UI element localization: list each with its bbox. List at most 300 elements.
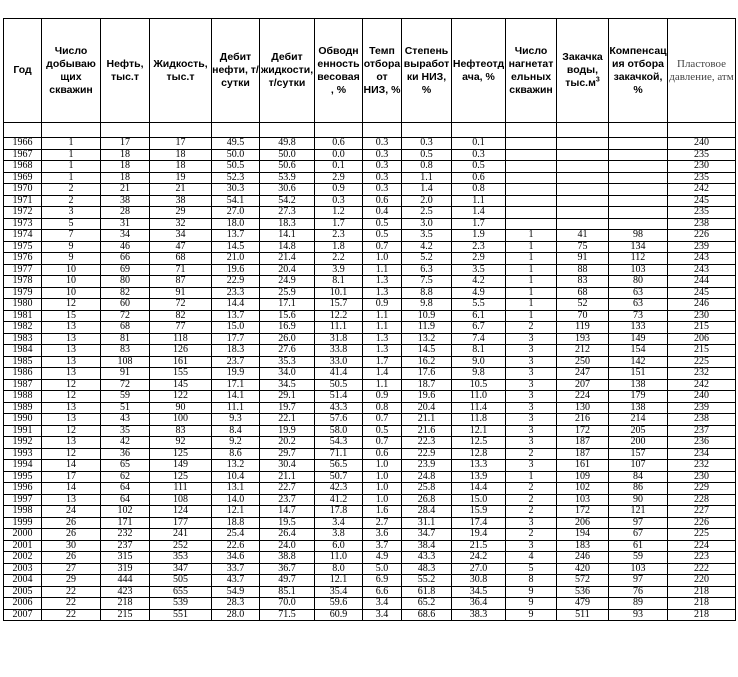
table-cell: 3 xyxy=(506,356,557,368)
table-cell: 4 xyxy=(506,552,557,564)
table-cell xyxy=(557,184,609,196)
table-cell: 177 xyxy=(150,517,212,529)
table-cell: 21 xyxy=(101,184,150,196)
table-cell: 21.6 xyxy=(402,425,452,437)
table-cell: 244 xyxy=(668,276,736,288)
table-cell: 138 xyxy=(609,379,668,391)
table-cell: 18.0 xyxy=(212,218,260,230)
table-cell: 103 xyxy=(609,563,668,575)
table-cell: 16.9 xyxy=(260,322,315,334)
table-cell: 1.3 xyxy=(363,276,402,288)
table-cell: 2 xyxy=(42,184,101,196)
table-cell: 21.5 xyxy=(452,540,506,552)
table-cell xyxy=(609,138,668,150)
table-cell: 33.8 xyxy=(315,345,363,357)
table-row xyxy=(4,184,736,196)
table-cell: 23.7 xyxy=(212,356,260,368)
table-cell: 187 xyxy=(557,437,609,449)
table-cell: 1968 xyxy=(4,161,42,173)
table-cell: 31 xyxy=(101,218,150,230)
table-cell: 102 xyxy=(557,483,609,495)
table-cell xyxy=(506,138,557,150)
table-cell: 82 xyxy=(150,310,212,322)
table-cell: 11.0 xyxy=(315,552,363,564)
table-cell: 11.8 xyxy=(452,414,506,426)
table-cell: 13 xyxy=(42,356,101,368)
table-cell: 34.6 xyxy=(212,552,260,564)
table-cell: 2 xyxy=(42,195,101,207)
table-cell: 444 xyxy=(101,575,150,587)
table-cell: 0.5 xyxy=(402,149,452,161)
table-cell: 83 xyxy=(101,345,150,357)
table-cell: 1.9 xyxy=(452,230,506,242)
table-cell: 1.3 xyxy=(363,345,402,357)
table-cell: 138 xyxy=(609,402,668,414)
table-cell: 171 xyxy=(101,517,150,529)
table-cell: 34.7 xyxy=(402,529,452,541)
table-cell: 17 xyxy=(150,138,212,150)
table-cell: 47 xyxy=(150,241,212,253)
table-cell: 9 xyxy=(506,586,557,598)
table-cell: 60 xyxy=(101,299,150,311)
table-cell: 1.3 xyxy=(363,287,402,299)
table-cell: 1969 xyxy=(4,172,42,184)
table-cell: 5 xyxy=(42,218,101,230)
table-row xyxy=(4,195,736,207)
table-cell: 15 xyxy=(42,310,101,322)
table-cell: 18 xyxy=(101,172,150,184)
table-cell xyxy=(609,149,668,161)
table-cell: 14.4 xyxy=(452,483,506,495)
header-water-cut: Обводн енность весовая , % xyxy=(315,19,363,123)
table-cell: 0.8 xyxy=(452,184,506,196)
table-cell: 1993 xyxy=(4,448,42,460)
table-cell: 9.8 xyxy=(402,299,452,311)
table-cell: 64 xyxy=(101,494,150,506)
table-cell: 22.9 xyxy=(212,276,260,288)
table-cell: 241 xyxy=(150,529,212,541)
table-cell: 246 xyxy=(557,552,609,564)
table-cell: 75 xyxy=(557,241,609,253)
table-cell: 235 xyxy=(668,172,736,184)
table-cell: 14.1 xyxy=(212,391,260,403)
table-cell: 572 xyxy=(557,575,609,587)
table-cell: 218 xyxy=(668,598,736,610)
table-cell: 1995 xyxy=(4,471,42,483)
table-cell: 54.2 xyxy=(260,195,315,207)
table-cell: 19.4 xyxy=(452,529,506,541)
table-cell xyxy=(557,172,609,184)
table-cell: 33.7 xyxy=(212,563,260,575)
table-cell: 2002 xyxy=(4,552,42,564)
table-cell: 3.5 xyxy=(402,230,452,242)
table-cell: 54.1 xyxy=(212,195,260,207)
table-cell: 121 xyxy=(609,506,668,518)
table-cell: 1981 xyxy=(4,310,42,322)
table-cell: 28 xyxy=(101,207,150,219)
table-cell: 1998 xyxy=(4,506,42,518)
table-cell: 2.5 xyxy=(402,207,452,219)
table-cell: 237 xyxy=(668,425,736,437)
table-cell: 1985 xyxy=(4,356,42,368)
table-row xyxy=(4,586,736,598)
table-cell: 22 xyxy=(42,586,101,598)
table-cell: 3.5 xyxy=(452,264,506,276)
table-cell: 3 xyxy=(506,379,557,391)
table-cell xyxy=(557,138,609,150)
table-cell: 93 xyxy=(609,609,668,621)
table-cell: 1.4 xyxy=(402,184,452,196)
table-cell: 3.4 xyxy=(315,517,363,529)
table-cell: 238 xyxy=(668,414,736,426)
table-cell: 18 xyxy=(101,161,150,173)
table-cell: 11.1 xyxy=(315,322,363,334)
table-cell: 13.2 xyxy=(402,333,452,345)
table-cell: 423 xyxy=(101,586,150,598)
table-cell: 11.1 xyxy=(212,402,260,414)
table-cell: 91 xyxy=(557,253,609,265)
table-cell xyxy=(609,195,668,207)
table-cell: 9.8 xyxy=(452,368,506,380)
spacer-row xyxy=(4,123,736,138)
table-cell: 0.6 xyxy=(363,448,402,460)
table-cell: 224 xyxy=(668,540,736,552)
table-cell: 18 xyxy=(101,149,150,161)
table-cell: 1982 xyxy=(4,322,42,334)
table-cell: 1 xyxy=(506,230,557,242)
table-cell: 315 xyxy=(101,552,150,564)
table-cell: 1989 xyxy=(4,402,42,414)
table-cell xyxy=(609,184,668,196)
table-cell: 98 xyxy=(609,230,668,242)
table-cell: 38 xyxy=(101,195,150,207)
table-cell: 1.0 xyxy=(363,494,402,506)
table-cell: 26.8 xyxy=(402,494,452,506)
table-cell: 0.5 xyxy=(363,230,402,242)
table-cell: 91 xyxy=(101,368,150,380)
table-cell: 206 xyxy=(668,333,736,345)
table-cell: 28.4 xyxy=(402,506,452,518)
table-cell: 103 xyxy=(609,264,668,276)
table-cell: 2006 xyxy=(4,598,42,610)
table-cell: 38.3 xyxy=(452,609,506,621)
table-cell: 1967 xyxy=(4,149,42,161)
table-row xyxy=(4,333,736,345)
table-cell: 22.6 xyxy=(212,540,260,552)
table-cell: 48.3 xyxy=(402,563,452,575)
table-cell: 551 xyxy=(150,609,212,621)
table-cell: 51.4 xyxy=(315,391,363,403)
table-cell: 42 xyxy=(101,437,150,449)
table-cell: 14.7 xyxy=(260,506,315,518)
table-cell: 1 xyxy=(506,241,557,253)
table-row xyxy=(4,287,736,299)
table-cell: 3.4 xyxy=(363,598,402,610)
table-cell: 43.3 xyxy=(315,402,363,414)
table-cell: 187 xyxy=(557,448,609,460)
table-cell: 6.9 xyxy=(363,575,402,587)
table-cell: 111 xyxy=(150,483,212,495)
table-cell: 505 xyxy=(150,575,212,587)
table-cell: 539 xyxy=(150,598,212,610)
table-cell: 0.6 xyxy=(452,172,506,184)
table-cell: 206 xyxy=(557,517,609,529)
table-row xyxy=(4,494,736,506)
table-cell: 212 xyxy=(557,345,609,357)
table-cell: 2.3 xyxy=(315,230,363,242)
table-cell: 142 xyxy=(609,356,668,368)
table-cell: 71.5 xyxy=(260,609,315,621)
table-cell: 1.6 xyxy=(363,506,402,518)
table-cell: 183 xyxy=(557,540,609,552)
table-cell: 12.1 xyxy=(212,506,260,518)
table-cell: 1.1 xyxy=(363,264,402,276)
table-cell: 1992 xyxy=(4,437,42,449)
table-cell: 68 xyxy=(557,287,609,299)
table-row xyxy=(4,540,736,552)
table-cell: 242 xyxy=(668,379,736,391)
table-cell: 5 xyxy=(506,563,557,575)
table-cell: 250 xyxy=(557,356,609,368)
table-row xyxy=(4,552,736,564)
table-cell: 17 xyxy=(101,138,150,150)
table-cell: 21.1 xyxy=(260,471,315,483)
table-cell: 1975 xyxy=(4,241,42,253)
table-cell: 20.2 xyxy=(260,437,315,449)
table-cell: 19.5 xyxy=(260,517,315,529)
table-cell: 50.5 xyxy=(212,161,260,173)
table-cell: 13.7 xyxy=(212,310,260,322)
table-cell: 6.0 xyxy=(315,540,363,552)
table-cell: 3 xyxy=(42,207,101,219)
table-cell: 43.7 xyxy=(212,575,260,587)
table-cell: 30.4 xyxy=(260,460,315,472)
table-cell: 3 xyxy=(506,540,557,552)
table-cell: 41.4 xyxy=(315,368,363,380)
table-cell: 17.1 xyxy=(212,379,260,391)
table-cell: 9 xyxy=(42,253,101,265)
table-cell: 62 xyxy=(101,471,150,483)
table-cell: 1 xyxy=(506,310,557,322)
table-row xyxy=(4,529,736,541)
table-cell: 236 xyxy=(668,437,736,449)
table-cell: 19 xyxy=(150,172,212,184)
table-cell: 1.0 xyxy=(363,460,402,472)
table-cell: 243 xyxy=(668,264,736,276)
table-cell: 0.3 xyxy=(363,149,402,161)
table-cell: 20.4 xyxy=(402,402,452,414)
table-cell: 28.0 xyxy=(212,609,260,621)
table-cell: 12.2 xyxy=(315,310,363,322)
table-cell: 2.0 xyxy=(402,195,452,207)
header-water-injection xyxy=(557,19,609,123)
table-cell: 12 xyxy=(42,448,101,460)
table-cell: 35.4 xyxy=(315,586,363,598)
table-cell: 1996 xyxy=(4,483,42,495)
table-cell: 30.6 xyxy=(260,184,315,196)
table-cell: 420 xyxy=(557,563,609,575)
table-cell: 3 xyxy=(506,345,557,357)
table-cell: 161 xyxy=(557,460,609,472)
table-cell: 0.8 xyxy=(402,161,452,173)
table-cell: 90 xyxy=(150,402,212,414)
table-cell: 28.3 xyxy=(212,598,260,610)
table-cell: 52.3 xyxy=(212,172,260,184)
table-cell: 22.3 xyxy=(402,437,452,449)
header-year: Год xyxy=(4,19,42,123)
table-cell: 319 xyxy=(101,563,150,575)
table-cell: 0.9 xyxy=(363,391,402,403)
table-cell: 66 xyxy=(101,253,150,265)
table-cell: 7.4 xyxy=(452,333,506,345)
table-cell: 151 xyxy=(609,368,668,380)
table-cell: 86 xyxy=(609,483,668,495)
table-cell: 23.9 xyxy=(402,460,452,472)
table-cell: 239 xyxy=(668,241,736,253)
table-cell: 240 xyxy=(668,138,736,150)
table-cell: 108 xyxy=(101,356,150,368)
table-cell: 14.8 xyxy=(260,241,315,253)
table-cell: 76 xyxy=(609,586,668,598)
table-cell: 3 xyxy=(506,517,557,529)
table-row xyxy=(4,506,736,518)
table-cell: 87 xyxy=(150,276,212,288)
table-cell: 224 xyxy=(557,391,609,403)
table-cell: 511 xyxy=(557,609,609,621)
table-cell: 179 xyxy=(609,391,668,403)
table-cell: 226 xyxy=(668,517,736,529)
table-cell: 1980 xyxy=(4,299,42,311)
table-cell: 38.4 xyxy=(402,540,452,552)
table-cell: 0.9 xyxy=(363,299,402,311)
table-cell: 10.4 xyxy=(212,471,260,483)
table-cell: 83 xyxy=(150,425,212,437)
table-cell: 0.3 xyxy=(363,172,402,184)
table-cell: 536 xyxy=(557,586,609,598)
table-cell: 0.0 xyxy=(315,149,363,161)
table-cell: 23.3 xyxy=(212,287,260,299)
table-cell: 19.9 xyxy=(260,425,315,437)
table-cell: 1966 xyxy=(4,138,42,150)
table-cell: 17.8 xyxy=(315,506,363,518)
table-cell xyxy=(609,218,668,230)
table-cell: 53.9 xyxy=(260,172,315,184)
table-cell: 52 xyxy=(557,299,609,311)
table-cell: 3 xyxy=(506,437,557,449)
table-cell: 3.7 xyxy=(363,540,402,552)
table-cell xyxy=(506,161,557,173)
table-cell: 205 xyxy=(609,425,668,437)
table-cell: 235 xyxy=(668,149,736,161)
table-cell: 2 xyxy=(506,506,557,518)
table-cell: 34.0 xyxy=(260,368,315,380)
table-cell: 12 xyxy=(42,391,101,403)
table-cell: 0.7 xyxy=(363,437,402,449)
header-oil-recovery: Нефтеотд ача, % xyxy=(452,19,506,123)
table-cell: 3.6 xyxy=(363,529,402,541)
table-cell: 1.3 xyxy=(363,333,402,345)
table-cell: 1978 xyxy=(4,276,42,288)
table-cell: 59 xyxy=(609,552,668,564)
table-cell: 225 xyxy=(668,356,736,368)
table-cell: 58.0 xyxy=(315,425,363,437)
table-cell: 133 xyxy=(609,322,668,334)
table-cell: 353 xyxy=(150,552,212,564)
table-cell: 225 xyxy=(668,529,736,541)
table-cell: 1.1 xyxy=(363,322,402,334)
table-cell: 2 xyxy=(506,483,557,495)
table-cell: 4.2 xyxy=(452,276,506,288)
table-cell: 82 xyxy=(101,287,150,299)
table-cell: 112 xyxy=(609,253,668,265)
table-cell: 215 xyxy=(101,609,150,621)
table-cell: 14 xyxy=(42,460,101,472)
table-cell: 19.9 xyxy=(212,368,260,380)
header-row xyxy=(4,19,736,123)
table-row xyxy=(4,460,736,472)
table-cell: 0.9 xyxy=(315,184,363,196)
table-cell: 1.4 xyxy=(363,368,402,380)
table-cell: 22.7 xyxy=(260,483,315,495)
table-cell: 41.2 xyxy=(315,494,363,506)
table-cell: 218 xyxy=(668,586,736,598)
table-cell: 59.6 xyxy=(315,598,363,610)
table-cell: 8 xyxy=(506,575,557,587)
table-cell: 27 xyxy=(42,563,101,575)
table-row xyxy=(4,356,736,368)
table-cell: 2.3 xyxy=(452,241,506,253)
table-cell: 13.2 xyxy=(212,460,260,472)
table-cell: 11.0 xyxy=(452,391,506,403)
table-cell: 49.5 xyxy=(212,138,260,150)
header-liquid: Жидкость, тыс.т xyxy=(150,19,212,123)
table-row xyxy=(4,276,736,288)
header-oil-rate: Дебит нефти, т/сутки xyxy=(212,19,260,123)
table-cell: 29 xyxy=(42,575,101,587)
table-row xyxy=(4,138,736,150)
table-cell: 2001 xyxy=(4,540,42,552)
table-cell: 33.0 xyxy=(315,356,363,368)
table-cell: 42.3 xyxy=(315,483,363,495)
table-cell: 1994 xyxy=(4,460,42,472)
table-cell: 126 xyxy=(150,345,212,357)
table-cell: 80 xyxy=(609,276,668,288)
table-cell: 220 xyxy=(668,575,736,587)
table-cell: 8.1 xyxy=(315,276,363,288)
table-cell: 149 xyxy=(150,460,212,472)
table-cell: 36 xyxy=(101,448,150,460)
table-cell: 81 xyxy=(101,333,150,345)
table-row xyxy=(4,563,736,575)
table-cell: 1991 xyxy=(4,425,42,437)
table-cell: 83 xyxy=(557,276,609,288)
table-cell: 21 xyxy=(150,184,212,196)
table-cell: 72 xyxy=(150,299,212,311)
table-cell: 172 xyxy=(557,425,609,437)
table-cell: 234 xyxy=(668,448,736,460)
table-cell xyxy=(609,172,668,184)
table-cell: 13 xyxy=(42,322,101,334)
table-cell: 1 xyxy=(506,287,557,299)
table-row xyxy=(4,368,736,380)
table-cell: 14.1 xyxy=(260,230,315,242)
table-cell: 252 xyxy=(150,540,212,552)
table-cell: 1.8 xyxy=(315,241,363,253)
table-cell: 242 xyxy=(668,184,736,196)
table-cell: 240 xyxy=(668,391,736,403)
table-cell: 36.7 xyxy=(260,563,315,575)
table-cell: 214 xyxy=(609,414,668,426)
